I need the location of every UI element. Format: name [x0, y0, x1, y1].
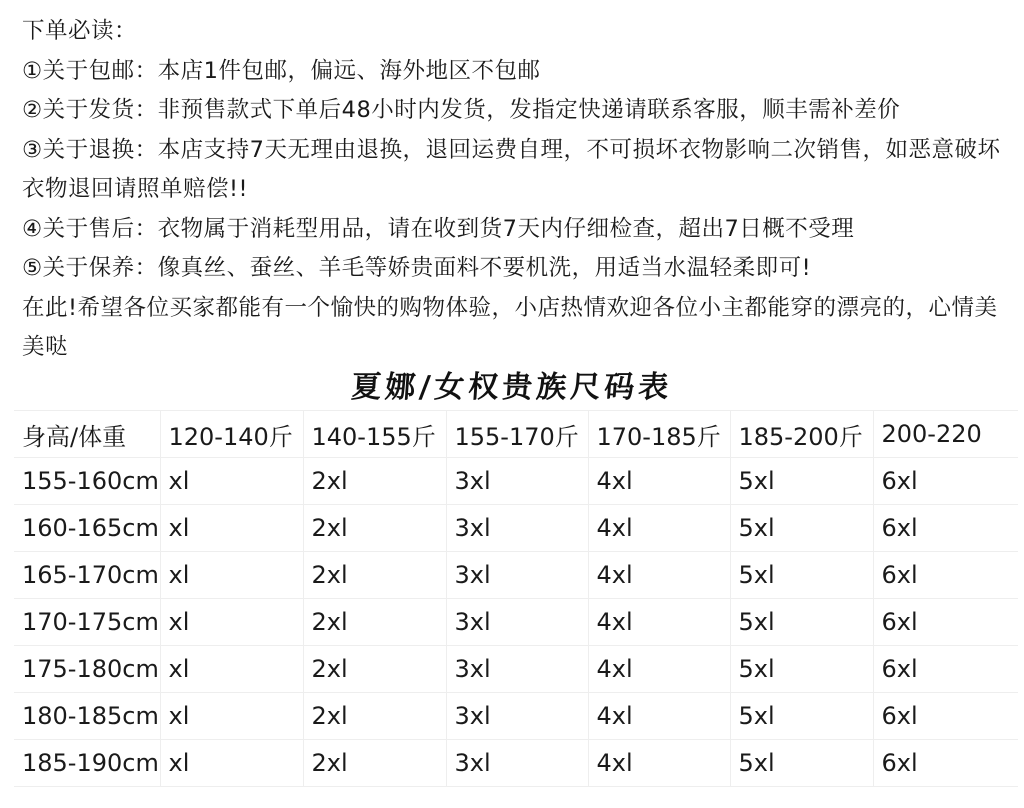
- size-cell: 6xl: [873, 646, 1018, 693]
- height-cell: 165-170cm: [14, 552, 160, 599]
- size-cell: xl: [160, 505, 303, 552]
- size-cell: 3xl: [446, 693, 588, 740]
- size-cell: 4xl: [588, 646, 730, 693]
- size-chart-title: 夏娜/女权贵族尺码表: [350, 370, 674, 405]
- height-cell: 155-160cm: [14, 458, 160, 505]
- size-cell: 3xl: [446, 646, 588, 693]
- size-cell: 3xl: [446, 599, 588, 646]
- size-cell: 6xl: [873, 599, 1018, 646]
- size-cell: 4xl: [588, 693, 730, 740]
- table-row: [14, 599, 1018, 646]
- size-cell: 6xl: [873, 693, 1018, 740]
- header-cell: 120-140斤: [160, 411, 303, 458]
- size-cell: 2xl: [303, 505, 446, 552]
- size-cell: 3xl: [446, 505, 588, 552]
- notice-item-care: ⑤关于保养：像真丝、蚕丝、羊毛等娇贵面料不要机洗，用适当水温轻柔即可!: [22, 255, 812, 281]
- header-cell: 170-185斤: [588, 411, 730, 458]
- order-notice: [22, 12, 1012, 368]
- size-cell: 2xl: [303, 693, 446, 740]
- size-cell: 4xl: [588, 458, 730, 505]
- size-cell: xl: [160, 599, 303, 646]
- notice-item-returns: ③关于退换：本店支持7天无理由退换，退回运费自理，不可损坏衣物影响二次销售，如恶意破坏衣物退回请照单赔偿!!: [22, 136, 1001, 202]
- height-cell: 175-180cm: [14, 646, 160, 693]
- size-cell: 4xl: [588, 552, 730, 599]
- size-cell: 4xl: [588, 505, 730, 552]
- size-chart-header-row: [14, 411, 1018, 458]
- size-cell: 6xl: [873, 552, 1018, 599]
- notice-heading: 下单必读：: [22, 18, 138, 44]
- header-cell: 185-200斤: [730, 411, 873, 458]
- size-chart-table: [14, 410, 1018, 787]
- table-row: [14, 646, 1018, 693]
- size-cell: 6xl: [873, 458, 1018, 505]
- size-cell: 4xl: [588, 740, 730, 787]
- notice-item-shipping-fee: ①关于包邮：本店1件包邮，偏远、海外地区不包邮: [22, 57, 541, 84]
- size-cell: 3xl: [446, 552, 588, 599]
- size-cell: 5xl: [730, 552, 873, 599]
- header-cell: 身高/体重: [14, 411, 160, 458]
- size-cell: xl: [160, 552, 303, 599]
- size-cell: 2xl: [303, 740, 446, 787]
- table-row: [14, 693, 1018, 740]
- size-cell: 2xl: [303, 646, 446, 693]
- height-cell: 160-165cm: [14, 505, 160, 552]
- table-row: [14, 505, 1018, 552]
- size-cell: 4xl: [588, 599, 730, 646]
- notice-closing: 在此!希望各位买家都能有一个愉快的购物体验，小店热情欢迎各位小主都能穿的漂亮的，心情美美哒: [22, 294, 998, 360]
- size-cell: xl: [160, 646, 303, 693]
- size-cell: 2xl: [303, 599, 446, 646]
- notice-item-after-sales: ④关于售后：衣物属于消耗型用品，请在收到货7天内仔细检查，超出7日概不受理: [22, 215, 855, 242]
- size-cell: 5xl: [730, 505, 873, 552]
- size-cell: 2xl: [303, 458, 446, 505]
- header-cell: 155-170斤: [446, 411, 588, 458]
- size-cell: 5xl: [730, 599, 873, 646]
- size-cell: 3xl: [446, 740, 588, 787]
- size-cell: 6xl: [873, 505, 1018, 552]
- table-row: [14, 552, 1018, 599]
- size-cell: 5xl: [730, 646, 873, 693]
- size-cell: 5xl: [730, 458, 873, 505]
- size-cell: xl: [160, 693, 303, 740]
- table-row: [14, 740, 1018, 787]
- size-cell: 2xl: [303, 552, 446, 599]
- table-row: [14, 458, 1018, 505]
- size-cell: 3xl: [446, 458, 588, 505]
- header-cell: 140-155斤: [303, 411, 446, 458]
- height-cell: 185-190cm: [14, 740, 160, 787]
- height-cell: 170-175cm: [14, 599, 160, 646]
- header-cell: 200-220: [873, 411, 1018, 458]
- size-cell: xl: [160, 740, 303, 787]
- size-cell: 5xl: [730, 740, 873, 787]
- size-cell: 5xl: [730, 693, 873, 740]
- size-cell: xl: [160, 458, 303, 505]
- notice-item-delivery: ②关于发货：非预售款式下单后48小时内发货，发指定快递请联系客服，顺丰需补差价: [22, 97, 901, 123]
- height-cell: 180-185cm: [14, 693, 160, 740]
- size-cell: 6xl: [873, 740, 1018, 787]
